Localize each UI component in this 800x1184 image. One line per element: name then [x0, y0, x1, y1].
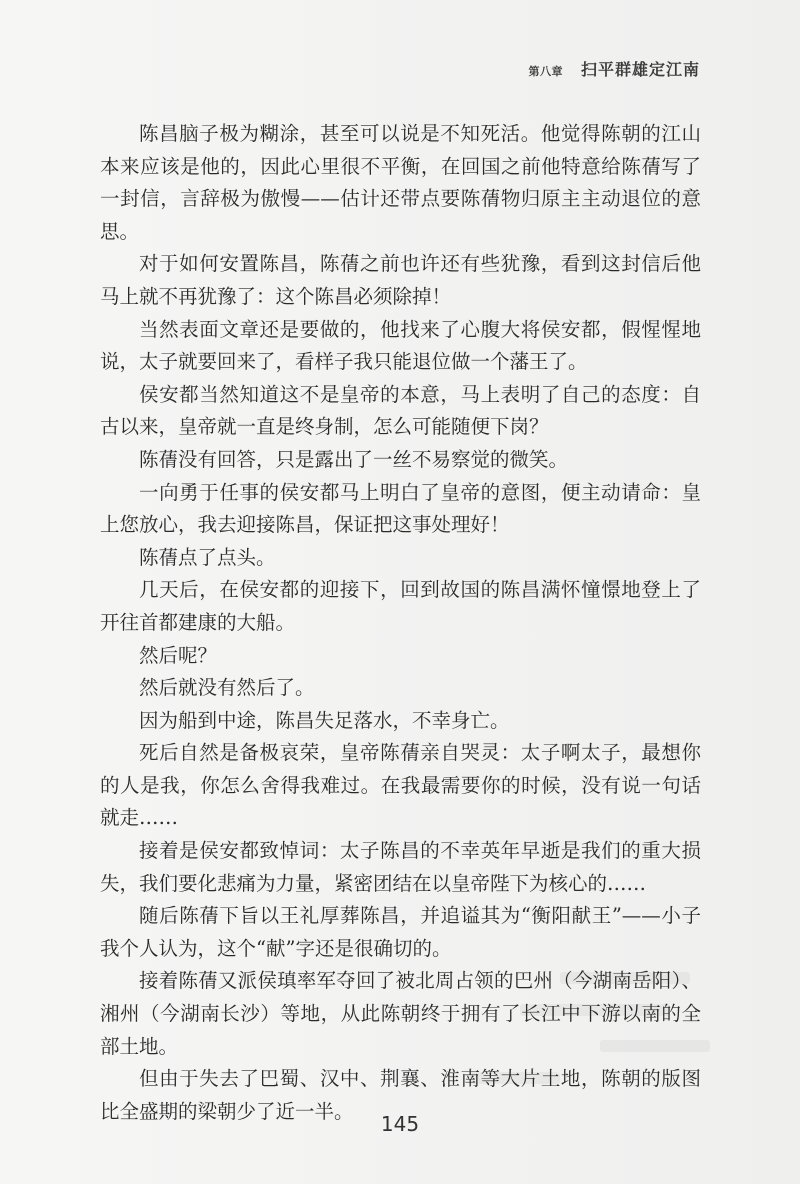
paragraph: 对于如何安置陈昌，陈蒨之前也许还有些犹豫，看到这封信后他马上就不再犹豫了：这个陈昌必须除掉！: [100, 252, 701, 308]
bleed-through-mark: [470, 1072, 560, 1084]
paragraph: 然后呢？: [139, 643, 218, 667]
paragraph: 随后陈蒨下旨以王礼厚葬陈昌，并追谥其为“衡阳献王”——小子我个人认为，这个“献”字还是很确切的。: [100, 904, 701, 960]
paragraph: 陈蒨没有回答，只是露出了一丝不易察觉的微笑。: [139, 447, 569, 471]
chapter-label: 第八章: [528, 65, 563, 78]
paragraph: 当然表面文章还是要做的，他找来了心腹大将侯安都，假惺惺地说，太子就要回来了，看样子我只能退位做一个藩王了。: [100, 317, 701, 374]
paragraph: 侯安都当然知道这不是皇帝的本意，马上表明了自己的态度：自古以来，皇帝就一直是终身制，怎么可能随便下岗？: [100, 382, 701, 439]
paragraph: 一向勇于任事的侯安都马上明白了皇帝的意图，便主动请命：皇上您放心，我去迎接陈昌，保证把这事处理好！: [100, 480, 701, 537]
paragraph: 然后就没有然后了。: [139, 676, 315, 700]
paragraph: 接着陈蒨又派侯瑱率军夺回了被北周占领的巴州（今湖南岳阳）、湘州（今湖南长沙）等地，从此陈朝终于拥有了长江中下游以南的全部土地。: [100, 969, 701, 1058]
bleed-through-mark: [560, 972, 690, 984]
bleed-through-mark: [520, 1004, 670, 1016]
paragraph: 因为船到中途，陈昌失足落水，不幸身亡。: [139, 708, 510, 732]
bleed-through-mark: [600, 1040, 710, 1052]
paragraph: 死后自然是备极哀荣，皇帝陈蒨亲自哭灵：太子啊太子，最想你的人是我，你怎么舍得我难过。在我最需要你的时候，没有说一句话就走……: [100, 741, 701, 830]
chapter-title: 扫平群雄定江南: [580, 60, 700, 79]
running-header: [528, 57, 700, 80]
page-number: 145: [380, 1112, 420, 1136]
paragraph: 几天后，在侯安都的迎接下，回到故国的陈昌满怀憧憬地登上了开往首都建康的大船。: [100, 578, 701, 634]
paragraph: 但由于失去了巴蜀、汉中、荆襄、淮南等大片土地，陈朝的版图比全盛期的梁朝少了近一半。: [100, 1067, 701, 1123]
paragraph: 接着是侯安都致悼词：太子陈昌的不幸英年早逝是我们的重大损失，我们要化悲痛为力量，紧密团结在以皇帝陛下为核心的……: [100, 839, 701, 895]
paragraph: 陈昌脑子极为糊涂，甚至可以说是不知死活。他觉得陈朝的江山本来应该是他的，因此心里很不平衡，在回国之前他特意给陈蒨写了一封信，言辞极为傲慢——估计还带点要陈蒨物归原主主动退位的意思。: [100, 122, 701, 243]
paragraph: 陈蒨点了点头。: [139, 545, 276, 569]
